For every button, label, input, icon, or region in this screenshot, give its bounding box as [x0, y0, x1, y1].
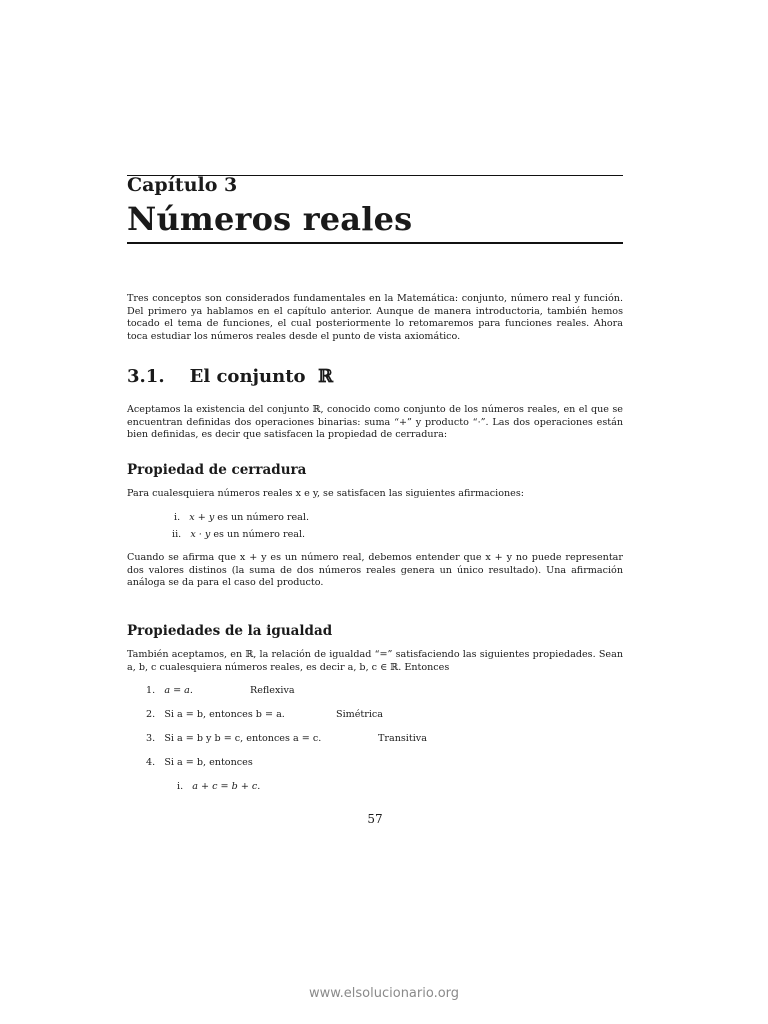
item-text: es un número real.	[210, 529, 306, 540]
equality-heading: Propiedades de la igualdad	[127, 623, 333, 639]
item-marker: ii.	[172, 529, 182, 540]
item-text: Si a = b y b = c, entonces a = c.	[164, 733, 322, 744]
item-marker: 2.	[146, 709, 156, 720]
closure-lead: Para cualesquiera números reales x e y, se satisfacen las siguientes afirmaciones:	[127, 488, 525, 499]
section-paragraph: Aceptamos la existencia del conjunto ℝ, conocido como conjunto de los números reales, en el que se encuentran definidas dos operaciones binarias: suma “+” y producto “·”. Las dos operaciones están bien definidas, es decir que satisfacen la propiedad de cerradura:	[127, 404, 623, 441]
equality-item	[146, 709, 285, 720]
property-name-reflexiva: Reflexiva	[250, 685, 295, 696]
item-marker: 3.	[146, 733, 156, 744]
property-name-simetrica: Simétrica	[336, 709, 384, 720]
equality-item	[146, 685, 193, 696]
closure-item	[174, 512, 309, 523]
intro-paragraph: Tres conceptos son considerados fundamentales en la Matemática: conjunto, número real y función. Del primero ya hablamos en el capítulo anterior. Aunque de manera introductoria, también hemos tocado el tema de funciones, el cual posteriormente lo retomaremos para funciones reales. Ahora toca estudiar los números reales desde el punto de vista axiomático.	[127, 293, 623, 342]
equality-lead: También aceptamos, en ℝ, la relación de igualdad “=” satisfaciendo las siguientes propiedades. Sean a, b, c cualesquiera números reales, es decir a, b, c ∈ ℝ. Entonces	[127, 649, 623, 673]
item-text: a + c = b + c.	[192, 781, 261, 792]
chapter-title: Números reales	[127, 200, 413, 238]
equality-item	[146, 757, 253, 768]
closure-item	[172, 529, 305, 540]
item-marker: 4.	[146, 757, 156, 768]
footer-url: www.elsolucionario.org	[308, 986, 460, 1001]
page-number: 57	[367, 812, 383, 826]
item-expression: x · y	[190, 529, 211, 540]
equality-subitem	[177, 781, 260, 792]
closure-explanation: Cuando se afirma que x + y es un número real, debemos entender que x + y no puede representar dos valores distinos (la suma de dos números reales genera un único resultado). Una afirmación análoga se da para el caso del producto.	[127, 552, 623, 589]
chapter-label: Capítulo 3	[127, 174, 238, 196]
closure-heading: Propiedad de cerradura	[127, 462, 307, 478]
property-name-transitiva: Transitiva	[378, 733, 427, 744]
item-text: Si a = b, entonces	[164, 757, 253, 768]
item-text: es un número real.	[214, 512, 310, 523]
item-marker: i.	[177, 781, 184, 792]
item-text: Si a = b, entonces b = a.	[164, 709, 285, 720]
chapter-bottom-rule	[127, 242, 623, 244]
section-title: 3.1. El conjunto ℝ	[127, 366, 334, 387]
item-text: a = a.	[164, 685, 193, 696]
item-expression: x + y	[189, 512, 215, 523]
equality-item	[146, 733, 321, 744]
item-marker: 1.	[146, 685, 156, 696]
item-marker: i.	[174, 512, 181, 523]
